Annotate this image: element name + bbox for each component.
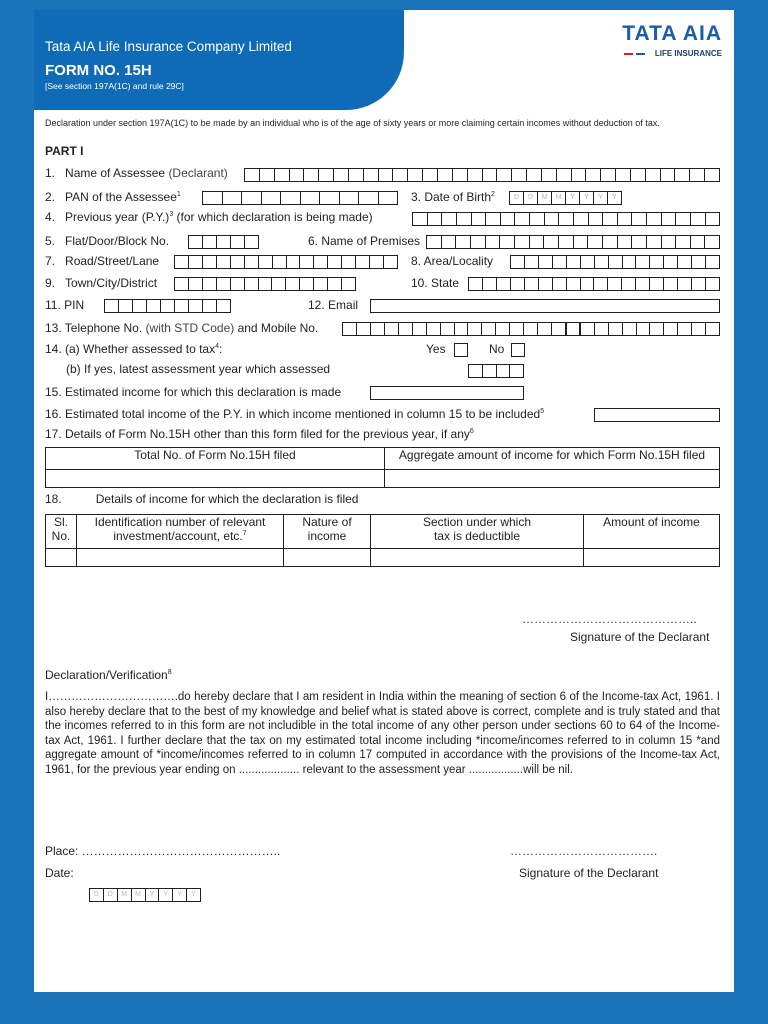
logo-brand: TATA AIA xyxy=(622,22,722,45)
part-label: PART I xyxy=(45,144,84,158)
form-header xyxy=(34,10,404,110)
table18-cell[interactable] xyxy=(584,549,720,567)
table18-header-nature: Nature of income xyxy=(284,515,371,549)
form-reference: [See section 197A(1C) and rule 29C] xyxy=(45,81,184,91)
footer-signature-line: ………………………………. xyxy=(510,844,658,858)
field-9-label: 9. Town/City/District xyxy=(45,276,158,290)
flat-no-boxes[interactable] xyxy=(188,235,259,249)
table18-cell[interactable] xyxy=(284,549,371,567)
income-details-table xyxy=(45,514,720,567)
table17-count-cell[interactable] xyxy=(46,470,385,488)
tata-aia-logo xyxy=(594,22,724,62)
estimated-income-field[interactable] xyxy=(370,386,524,400)
pin-boxes[interactable] xyxy=(104,299,231,313)
assessment-year-boxes[interactable] xyxy=(468,364,524,378)
field-11-label: 11. PIN xyxy=(45,298,85,312)
field-16-label: 16. Estimated total income of the P.Y. in which income mentioned in column 15 to be included$^5$ xyxy=(45,407,545,421)
form15h-filed-table xyxy=(45,447,720,488)
field-13-label: 13. Telephone No. (with STD Code) and Mobile No. xyxy=(45,321,319,335)
signature-label: Signature of the Declarant xyxy=(570,630,710,644)
yes-checkbox[interactable] xyxy=(454,343,468,357)
town-boxes[interactable] xyxy=(174,277,356,291)
previous-year-boxes[interactable] xyxy=(412,212,720,226)
field-7-label: 7. Road/Street/Lane xyxy=(45,254,160,268)
field-14a-label: 14. (a) Whether assessed to tax$^4$: xyxy=(45,342,223,356)
area-boxes[interactable] xyxy=(510,255,720,269)
table18-cell[interactable] xyxy=(77,549,284,567)
table17-amount-cell[interactable] xyxy=(385,470,720,488)
mobile-boxes[interactable] xyxy=(566,322,720,336)
declaration-text: I…………………………….do hereby declare that I am resident in India within the meaning of section 6 of the Income-tax Act, 1961. I also hereby declare that to the best of my knowledge and belief what is stated above is correct, complete and is truly stated and that the incomes referred to in this form are not includible in the total income of any other person under sections 60 to 64 of the Income-tax Act, 1961. I further declare that the tax on my estimated total income including *income/incomes referred to in column 15 *and aggregate amount of *income/incomes referred to in column 17 computed in accordance with the provisions of the Income-tax Act, 1961, for the previous year ending on ................... relevant to the assessment year .................will be nil. xyxy=(45,691,720,776)
dob-boxes[interactable]: D D M M Y Y Y Y xyxy=(509,191,622,205)
logo-blue-dash xyxy=(636,53,645,55)
field-14b-label: (b) If yes, latest assessment year which assessed xyxy=(66,362,331,376)
table18-header-sl: Sl. No. xyxy=(46,515,77,549)
field-3-label: 3. Date of Birth$^2$ xyxy=(411,190,495,204)
intro-text: Declaration under section 197A(1C) to be made by an individual who is of the age of sixty years or more claiming certain incomes without deduction of tax. xyxy=(45,118,660,128)
form-page xyxy=(34,10,734,992)
table18-header-amount: Amount of income xyxy=(584,515,720,549)
field-12-label: 12. Email xyxy=(308,298,359,312)
field-10-label: 10. State xyxy=(411,276,460,290)
field-17-label: 17. Details of Form No.15H other than this form filed for the previous year, if any$^6$ xyxy=(45,427,474,441)
footer-signature-label: Signature of the Declarant xyxy=(519,866,659,880)
declaration-title: Declaration/Verification$^8$ xyxy=(45,668,172,682)
road-boxes[interactable] xyxy=(174,255,398,269)
form-number: FORM NO. 15H xyxy=(45,62,152,79)
field-5-label: 5. Flat/Door/Block No. xyxy=(45,234,170,248)
telephone-boxes[interactable] xyxy=(342,322,580,336)
table18-header-section: Section under which tax is deductible xyxy=(371,515,584,549)
premises-boxes[interactable] xyxy=(426,235,720,249)
logo-tagline: LIFE INSURANCE xyxy=(654,49,722,58)
field-18-label: 18. Details of income for which the declaration is filed xyxy=(45,492,359,506)
date-label: Date: xyxy=(45,866,74,880)
field-1-label: 1. Name of Assessee (Declarant) xyxy=(45,166,228,180)
yes-label: Yes xyxy=(426,342,446,356)
logo-red-dash xyxy=(624,53,633,55)
field-2-label: 2. PAN of the Assessee$^1$ xyxy=(45,190,181,204)
pan-boxes[interactable] xyxy=(202,191,398,205)
place-field: Place: ………………………………………….. xyxy=(45,844,281,858)
assessee-name-boxes[interactable] xyxy=(244,168,720,182)
table18-header-identification: Identification number of relevant investment/account, etc.$^7$ xyxy=(77,515,284,549)
field-4-label: 4. Previous year $(P.Y.)^3$ (for which declaration is being made) xyxy=(45,210,373,224)
state-boxes[interactable] xyxy=(468,277,720,291)
no-label: No xyxy=(489,342,505,356)
table18-cell[interactable] xyxy=(371,549,584,567)
field-8-label: 8. Area/Locality xyxy=(411,254,494,268)
table18-cell[interactable] xyxy=(46,549,77,567)
table17-header-amount: Aggregate amount of income for which Form No.15H filed xyxy=(385,448,720,470)
field-6-label: 6. Name of Premises xyxy=(308,234,421,248)
total-income-field[interactable] xyxy=(594,408,720,422)
footer-date-boxes[interactable]: D D M M Y Y Y Y xyxy=(89,888,201,902)
company-name: Tata AIA Life Insurance Company Limited xyxy=(45,39,292,54)
no-checkbox[interactable] xyxy=(511,343,525,357)
table17-header-count: Total No. of Form No.15H filed xyxy=(46,448,385,470)
email-field[interactable] xyxy=(370,299,720,313)
signature-line: …………………………………….. xyxy=(522,612,697,626)
field-15-label: 15. Estimated income for which this declaration is made xyxy=(45,385,342,399)
